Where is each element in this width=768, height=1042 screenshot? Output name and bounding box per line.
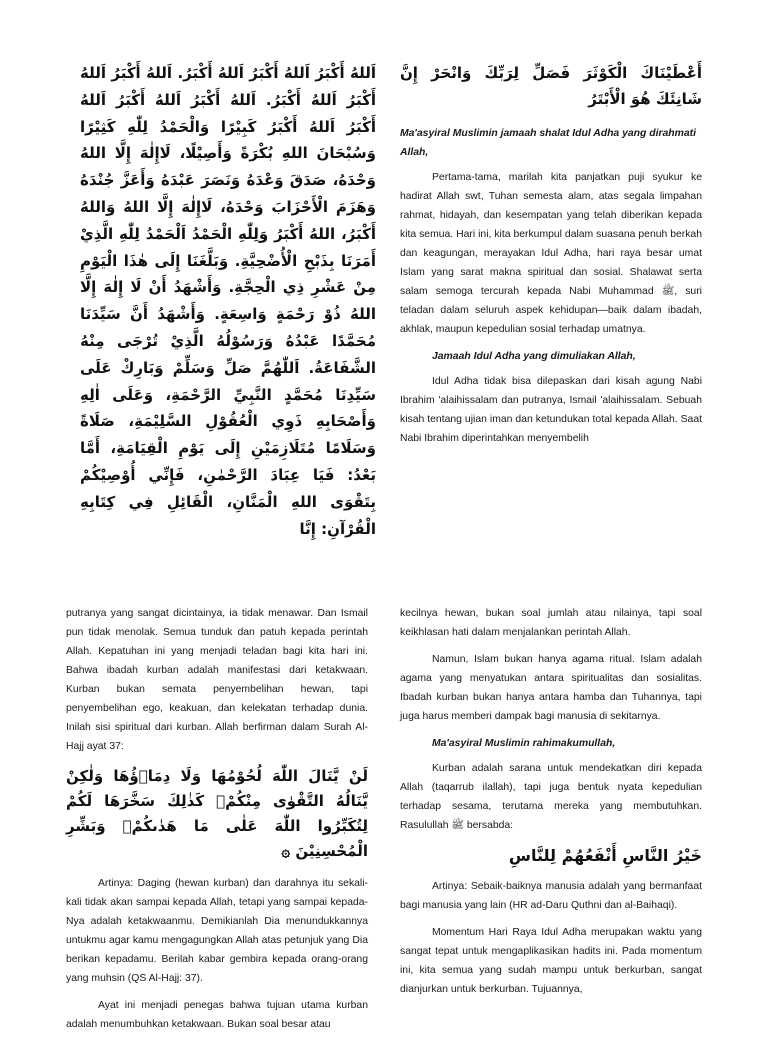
top-right-column (400, 60, 702, 456)
greeting-heading-2: Jamaah Idul Adha yang dimuliakan Allah, (432, 351, 636, 362)
top-left-column (80, 60, 376, 542)
arabic-al-hajj-verse: لَنْ يَّنَالَ اللّٰهَ لُحُوْمُهَا وَلَا دِمَاۤؤُهَا وَلٰكِنْ يَّنَالُهُ التَّقْوٰى مِنْكُمْۗ كَذٰلِكَ سَخَّرَهَا لَكُمْ لِتُكَبِّرُوا اللّٰهَ عَلٰى مَا هَدٰىكُمْۗ وَبَشِّرِ الْمُحْسِنِيْنَ ۞ (66, 767, 368, 860)
greeting-heading-3: Ma'asyiral Muslimin rahimakumullah, (432, 738, 616, 749)
paragraph-taqarrub: Kurban adalah sarana untuk mendekatkan diri kepada Allah (taqarrub ilallah), tapi juga bentuk nyata kepedulian terhadap sesama, terutama mereka yang membutuhkan. Rasulullah ﷺ bersabda: (400, 763, 702, 831)
paragraph-social: Namun, Islam bukan hanya agama ritual. Islam adalah agama yang menyatukan antara spiritualitas dan sosialitas. Ibadah kurban bukan hanya antara hamba dan Tuhannya, tapi juga harus memberi dampak bagi manusia di sekitarnya. (400, 654, 702, 722)
bottom-right-column (400, 604, 702, 1007)
bottom-left-column (66, 604, 368, 1042)
paragraph-obedience: putranya yang sangat dicintainya, ia tidak menawar. Dan Ismail pun tidak menolak. Semua tunduk dan patuh kepada perintah Allah. Kepatuhan ini yang menjadi teladan bagi kita hari ini. Bahwa ibadah kurban adalah manifestasi dari ketakwaan. Kurban bukan semata penyembelihan hewan, tapi penyembelihan ego, keakuan, dan kelekatan terhadap dunia. Inilah sisi spiritual dari kurban. Allah berfirman dalam Surah Al-Hajj ayat 37: (66, 608, 368, 752)
hadith-translation: Artinya: Sebaik-baiknya manusia adalah yang bermanfaat bagi manusia yang lain (HR ad-Daru Quthni dan al-Baihaqi). (400, 881, 702, 911)
arabic-kautsar-verse: أَعْطَيْنَاكَ الْكَوْثَرَ فَصَلِّ لِرَبِّكَ وَانْحَرْ إِنَّ شَانِئَكَ هُوَ الْأَبْتَرُ (400, 64, 702, 108)
paragraph-ibrahim-story: Idul Adha tidak bisa dilepaskan dari kisah agung Nabi Ibrahim 'alaihissalam dan putranya, Ismail 'alaihissalam. Sebuah kisah tentang ujian iman dan ketundukan total kepada Allah. Saat Nabi Ibrahim diperintahkan menyembelih (400, 376, 702, 444)
verse-translation: Artinya: Daging (hewan kurban) dan darahnya itu sekali-kali tidak akan sampai kepada Allah, tetapi yang sampai kepada-Nya adalah ketakwaanmu. Demikianlah Dia menundukkannya untukmu agar kamu mengagungkan Allah atas petunjuk yang Dia berikan kepadamu. Berilah kabar gembira kepada orang-orang yang muhsin (QS Al-Hajj: 37). (66, 878, 368, 984)
greeting-heading-1: Ma'asyiral Muslimin jamaah shalat Idul Adha yang dirahmati Allah, (400, 128, 696, 158)
arabic-hadith: خَيْرُ النَّاسِ أَنْفَعُهُمْ لِلنَّاسِ (508, 846, 702, 865)
paragraph-opening: Pertama-tama, marilah kita panjatkan puji syukur ke hadirat Allah swt, Tuhan semesta alam, atas segala limpahan rahmat, hidayah, dan kesempatan yang telah diberikan kepada kita semua. Hari ini, kita berkumpul dalam suasana penuh berkah dan keagungan, merayakan Idul Adha, hari raya besar umat Islam yang sarat makna spiritual dan sosial. Shalawat serta salam semoga tercurah kepada Nabi Muhammad ﷺ, suri teladan dalam seluruh aspek kehidupan—baik dalam ibadah, akhlak, maupun kepedulian sosial terhadap umatnya. (400, 172, 702, 335)
arabic-takbir-text: اَللهُ أَكْبَرُ اَللهُ أَكْبَرُ اَللهُ أَكْبَرُ. اَللهُ أَكْبَرُ اَللهُ أَكْبَرُ اَللهُ أَكْبَرُ. اَللهُ أَكْبَرُ اَللهُ أَكْبَرُ اَللهُ أَكْبَرُ اَللهُ أَكْبَرُ كَبِيْرًا وَالْحَمْدُ لِلّٰهِ كَثِيْرًا وَسُبْحَانَ اللهِ بُكْرَةً وَأَصِيْلًا، لَاإِلٰهَ إِلَّا اللهُ وَحْدَهُ، صَدَقَ وَعْدَهُ وَنَصَرَ عَبْدَهُ وَأَعَزَّ جُنْدَهُ وَهَزَمَ الْأَحْزَابَ وَحْدَهُ، لَاإِلٰهَ إِلَّا اللهُ وَاللهُ أَكْبَرُ، اللهُ أَكْبَرُ وَلِلّٰهِ الْحَمْدُ اَلْحَمْدُ لِلّٰهِ الَّذِيْ أَمَرَنَا بِذَبْحِ الْأُضْحِيَّةِ. وَبَلَّغَنَا إِلَى هٰذَا الْيَوْمِ مِنْ عَشْرِ ذِي الْحِجَّةِ. وَأَشْهَدُ أَنْ لَا إِلٰهَ إِلَّا اللهُ ذُوْ رَحْمَةٍ وَاسِعَةٍ. وَأَشْهَدُ أَنَّ سَيِّدَنَا مُحَمَّدًا عَبْدُهُ وَرَسُوْلُهُ الَّذِيْ تُرْجَى مِنْهُ الشَّفَاعَةُ. اَللّٰهُمَّ صَلِّ وَسَلِّمْ وَبَارِكْ عَلَى سَيِّدِنَا مُحَمَّدٍ النَّبِيِّ الرَّحْمَةِ، وَعَلَى اٰلِهِ وَأَصْحَابِهِ ذَوِي الْعُقُوْلِ السَّلِيْمَةِ، صَلَاةً وَسَلَامًا مُتَلَازِمَيْنِ إِلَى يَوْمِ الْقِيَامَةِ، أَمَّا بَعْدُ: فَيَا عِبَادَ الرَّحْمٰنِ، فَإِنِّي أُوْصِيْكُمْ بِتَقْوَى اللهِ الْمَنَّانِ، الْقَائِلِ فِي كِتَابِهِ الْقُرْآنِ: إِنَّا (80, 64, 376, 538)
paragraph-momentum: Momentum Hari Raya Idul Adha merupakan waktu yang sangat tepat untuk mengaplikasikan hadits ini. Pada momentum ini, kita semua yang sudah mampu untuk berkurban, sangat dianjurkan untuk berkurban. Tujuannya, (400, 927, 702, 995)
paragraph-sincerity: kecilnya hewan, bukan soal jumlah atau nilainya, tapi soal keikhlasan hati dalam menjalankan perintah Allah. (400, 608, 702, 638)
paragraph-taqwa: Ayat ini menjadi penegas bahwa tujuan utama kurban adalah menumbuhkan ketakwaan. Bukan soal besar atau (66, 1000, 368, 1030)
